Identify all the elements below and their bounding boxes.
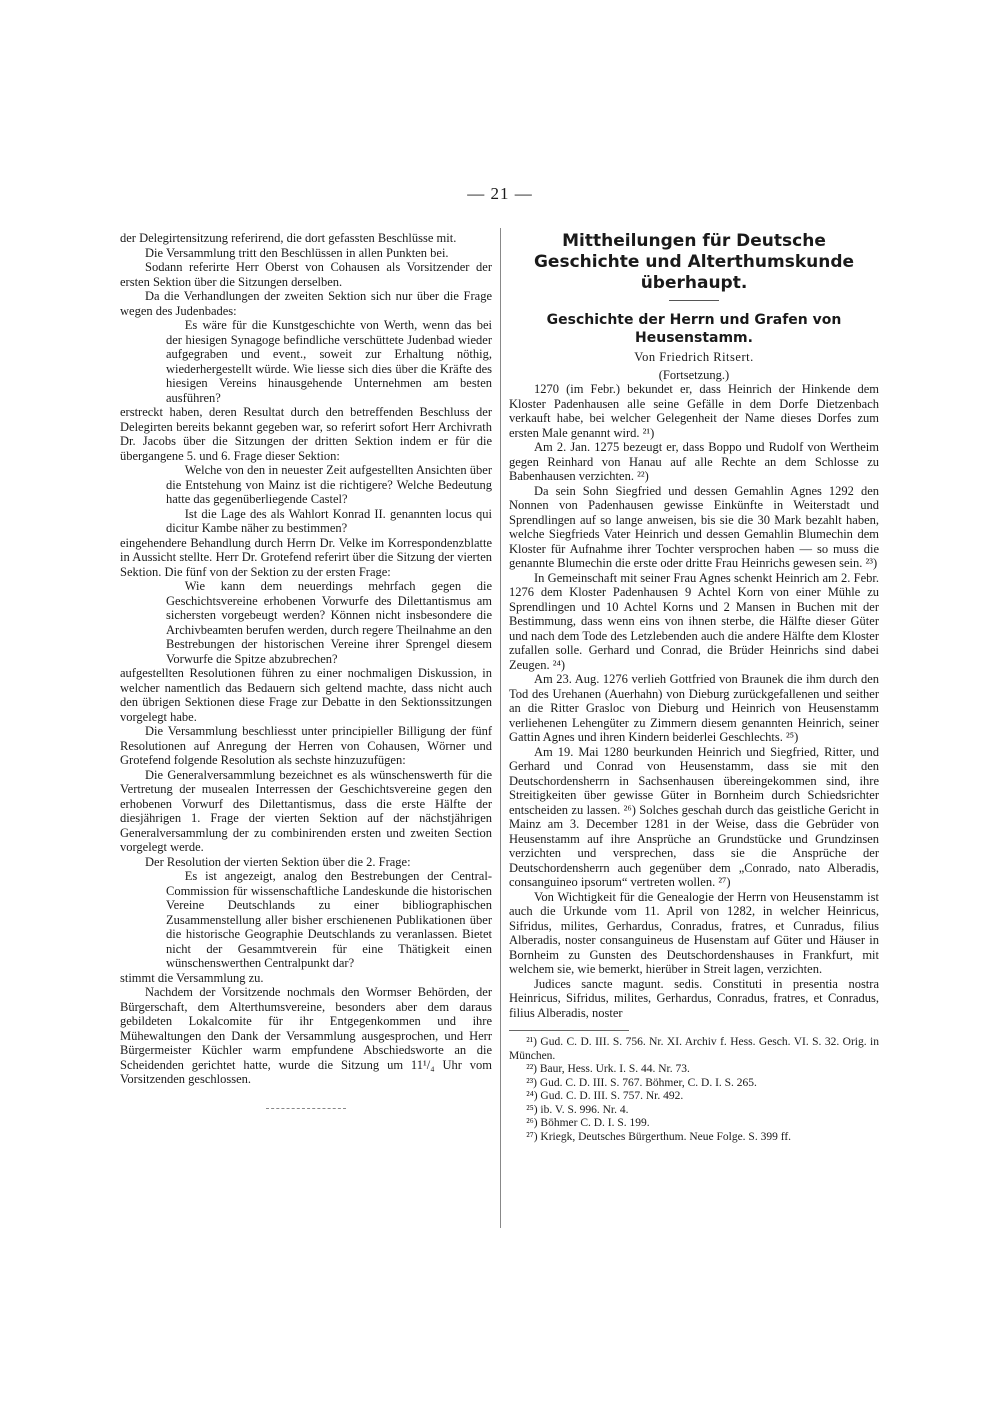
article-title: Geschichte der Herrn und Grafen von Heusenstamm. (546, 312, 842, 346)
paragraph: Die Versammlung beschliesst unter principieller Billigung der fünf Resolutionen auf Anregung der Herren von Cohausen, Wörner und Grotefend folgende Resolution als sechste hinzuzufügen: (120, 724, 492, 767)
footnote: ²⁶) Böhmer C. D. I. S. 199. (526, 1117, 650, 1129)
title-rule (669, 300, 719, 301)
left-column (120, 231, 492, 1109)
paragraph: aufgestellten Resolutionen führen zu einer nochmaligen Diskussion, in welcher namentlich das Bedauern sich geltend machte, dass nicht auch den übrigen Sektionen diese Frage zur Debatte in den Sektionssitzungen vorgelegt habe. (120, 666, 492, 724)
column-divider (500, 228, 501, 1228)
right-column (509, 231, 879, 1144)
paragraph: Da sein Sohn Siegfried und dessen Gemahlin Agnes 1292 den Nonnen von Padenhausen gewisse Einkünfte in Weiterstadt und Sprendlingen auf so lange anweisen, bis sie die 30 Mark bezahlt haben, welche Siegfrieds Vater Heinrich und dessen Gemahlin Blumechin dem Kloster für Aufnahme ihrer Tochter versprochen haben — so muss die genannte Blumechin die erste oder dritte Frau Heinrichs gewesen sein. ²³) (509, 483, 879, 570)
paragraph: Am 23. Aug. 1276 verlieh Gottfried von Braunek die ihm durch den Tod des Urehanen (Auerhahn) von Dieburg zurückgefallenen und seither an die Ritter Grasloc von Dieburg und Heinrich von Heusenstamm verliehenen Lehengüter zu Zimmern diesem genannten Heinrich, seiner Gattin Agnes und ihren Kindern beiderlei Geschlechts. ²⁵) (509, 672, 879, 744)
paragraph: Von Wichtigkeit für die Genealogie der Herrn von Heusenstamm ist auch die Urkunde vom 11. April von 1282, in welcher Heinricus, Sifridus, milites, Gerhardus, Conradus, fratres, et Cunradus, filius Alberadis, noster consanguineus de Husenstam auf Güter und Häuser in Bornheim zu Gunsten des Deutschordenshauses in Frankfurt, mit welchem sie, wie bemerkt, hierüber in Streit lagen, verzichten. (509, 889, 879, 976)
question-quote: Wie kann dem neuerdings mehrfach gegen die Geschichtsvereine erhobenen Vorwurfe des Dilettantismus am sichersten vorgebeugt werden? Können nicht insbesondere die Archivbeamten berufen werden, durch regere Theilnahme an den Bestrebungen der historischen Vereine ihrer Sprengel diesem Vorwurfe die Spitze abzubrechen? (166, 579, 493, 666)
paragraph: stimmt die Versammlung zu. (120, 970, 264, 985)
byline: Von Friedrich Ritsert. (634, 350, 754, 364)
paragraph: Da die Verhandlungen der zweiten Sektion sich nur über die Frage wegen des Judenbades: (120, 289, 492, 318)
paragraph: Judices sancte magunt. sedis. Constituti in presentia nostra Heinricus, Sifridus, milites, Gerhardus, Conradus, fratres, et Conradus, filius Alberadis, noster (509, 976, 879, 1020)
footnote: ²⁴) Gud. C. D. III. S. 757. Nr. 492. (526, 1090, 684, 1102)
section-title: Mittheilungen für Deutsche Geschichte und Alterthumskunde überhaupt. (533, 231, 855, 293)
question-quote: Welche von den in neuester Zeit aufgestellten Ansichten über die Entstehung von Mainz ist die richtigere? Welche Bedeutung hatte das gegenüberliegende Castel? (166, 463, 492, 506)
footnote: ²²) Baur, Hess. Urk. I. S. 44. Nr. 73. (526, 1063, 690, 1075)
paragraph: Sodann referirte Herr Oberst von Cohausen als Vorsitzender der ersten Sektion über die Sitzungen derselben. (120, 260, 492, 289)
footnote: ²³) Gud. C. D. III. S. 767. Böhmer, C. D. I. S. 265. (526, 1076, 757, 1089)
question-quote: Ist die Lage des als Wahlort Konrad II. genannten locus qui dicitur Kambe näher zu bestimmen? (166, 506, 492, 535)
end-ornament (266, 1105, 346, 1109)
paragraph: Die Versammlung tritt den Beschlüssen in allen Punkten bei. (145, 245, 449, 260)
paragraph: Am 2. Jan. 1275 bezeugt er, dass Boppo und Rudolf von Wertheim gegen Reinhard von Hanau auf alle Rechte an dem Schlosse zu Babenhausen verzichten. ²²) (509, 440, 879, 483)
paragraph: Am 19. Mai 1280 beurkunden Heinrich und Siegfried, Ritter, und Gerhard und Conrad von Heusenstamm, dass sie mit den Deutschordensherrn in Sachsenhausen übereingekommen sind, ihre Streitigkeiten über gewisse Güter in Bornheim durch Schiedsrichter entscheiden zu lassen. ²⁶) Solches geschah durch das geistliche Gericht in Mainz am 3. December 1281 in der Weise, dass die Gebrüder von Heusenstamm auf ihre Ansprüche an Grundstücke und Grundzinsen verzichten und versprechen, dass sie die Ansprüche der Deutschordensherrn auch gegenüber dem „Conrado, nato Alberadis, consanguineo ipsorum“ vertreten wollen. ²⁷) (509, 744, 879, 889)
paragraph: In Gemeinschaft mit seiner Frau Agnes schenkt Heinrich am 2. Febr. 1276 dem Kloster Padenhausen 9 Achtel Korn von einer Mühle zu Sprendlingen und 10 Achtel Korns und 2 Mansen in Buchen mit der Bestimmung, dass wenn eins von ihnen sterbe, die Hälfte dieser Güter und nach dem Tode des Letzlebenden auch die andere Hälfte dem Kloster zufallen solle. Gerhard und Conrad, die Brüder Heinrichs sind dabei Zeugen. ²⁴) (509, 570, 879, 672)
footnote: ²⁵) ib. V. S. 996. Nr. 4. (526, 1103, 629, 1116)
paragraph: erstreckt haben, deren Resultat durch den betreffenden Beschluss der Delegirten bereits bekannt gegeben war, so referirt sofort Herr Archivrath Dr. Jacobs über die Sitzungen der dritten Sektion indem er für die übergangene 5. und 6. Frage dieser Sektion: (120, 405, 492, 463)
footnote: ²¹) Gud. C. D. III. S. 756. Nr. XI. Archiv f. Hess. Gesch. VI. S. 32. Orig. in München. (509, 1036, 879, 1062)
question-quote: Es ist angezeigt, analog den Bestrebungen der Central-Commission für wissenschaftliche Landeskunde die historischen Vereine Deutschlands zu einer bibliographischen Zusammenstellung aller bisher erschienenen Publikationen über die historische Geographie Deutschlands zu veranlassen. Bietet nicht der Gesammtverein für eine Thätigkeit einen wünschenswerthen Centralpunkt dar? (166, 869, 492, 970)
paragraph: 1270 (im Febr.) bekundet er, dass Heinrich der Hinkende dem Kloster Padenhausen alle seine Gefälle in dem Dorfe Dietzenbach verkauft habe, bei welcher Gelegenheit der Name dieses Dorfes zum ersten Male genannt wird. ²¹) (509, 382, 879, 440)
paragraph: der Delegirtensitzung referirend, die dort gefassten Beschlüsse mit. (120, 231, 457, 245)
footnote-rule (509, 1030, 629, 1031)
page-number: — 21 — (467, 184, 533, 203)
footnote: ²⁷) Kriegk, Deutsches Bürgerthum. Neue Folge. S. 399 ff. (526, 1130, 792, 1143)
paragraph: Nachdem der Vorsitzende nochmals den Wormser Behörden, der Bürgerschaft, dem Alterthumsvereine, besonders aber dem daraus gebildeten Lokalcomite für ihr Entgegenkommen und ihre Mühewaltungen den Dank der Versammlung ausgesprochen, und Herr Bürgermeister Küchler warm empfundene Abschiedsworte an die Scheidenden gerichtet hatte, wurde die Sitzung um 11¹/₄ Uhr vom Vorsitzenden geschlossen. (120, 985, 492, 1086)
paragraph: Die Generalversammlung bezeichnet es als wünschenswerth für die Vertretung der musealen Interressen der Geschichtsvereine gegen den erhobenen Vorwurf des Dilettantismus, dass die erste Hälfte der diesjährigen 1. Frage der vierten Sektion auf der nächstjährigen Generalversammlung der zu combinirenden ersten und zweiten Section vorgelegt werde. (120, 767, 492, 854)
paragraph: eingehendere Behandlung durch Herrn Dr. Velke im Korrespondenzblatte in Aussicht stellte. Herr Dr. Grotefend referirt über die Sitzung der vierten Sektion. Die fünf von der Sektion zu der ersten Frage: (120, 535, 492, 579)
paragraph: Der Resolution der vierten Sektion über die 2. Frage: (145, 854, 411, 869)
continuation-note: (Fortsetzung.) (658, 367, 730, 382)
question-quote: Es wäre für die Kunstgeschichte von Werth, wenn das bei der hiesigen Synagoge befindliche verschüttete Judenbad wieder aufgegraben und event., soweit zur Erhaltung nöthig, wiederhergestellt würde. Wie liesse sich dies über die Kräfte des hiesigen Vereins hinausgehende Unternehmen am besten ausführen? (166, 318, 492, 405)
